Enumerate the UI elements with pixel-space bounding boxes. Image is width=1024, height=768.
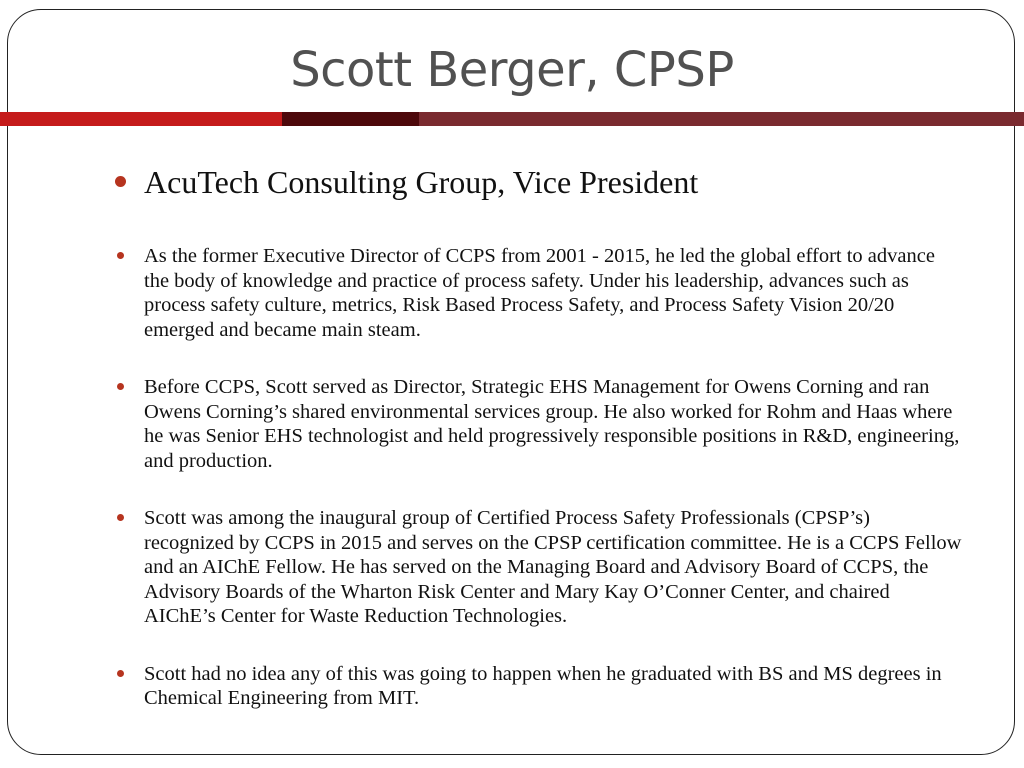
bullet-list (114, 162, 964, 711)
bar-segment-maroon (419, 112, 1024, 126)
bullet-item-headline (114, 162, 964, 202)
bullet-dot-icon (117, 670, 124, 677)
bullet-dot-icon (115, 176, 126, 187)
bullet-text: As the former Executive Director of CCPS from 2001 - 2015, he led the global effort to advance the body of knowledge and practice of process safety. Under his leadership, advances such as process safety culture, metrics, Risk Based Process Safety, and Process Safety Vision 20/20 emerged and became main steam. (144, 245, 935, 341)
bar-segment-red (0, 112, 282, 126)
title-underline-bar (0, 112, 1024, 126)
bullet-dot-icon (117, 252, 124, 259)
bullet-text: AcuTech Consulting Group, Vice President (144, 164, 699, 200)
slide-title: Scott Berger, CPSP (290, 42, 734, 98)
bullet-text: Scott had no idea any of this was going to happen when he graduated with BS and MS degrees in Chemical Engineering from MIT. (144, 662, 942, 709)
bullet-text: Before CCPS, Scott served as Director, Strategic EHS Management for Owens Corning and ran Owens Corning’s shared environmental services group. He also worked for Rohm and Haas where he was Senior EHS technologist and held progressively responsible positions in R&D, engineering, and production. (144, 376, 960, 472)
slide-body (114, 162, 964, 744)
bullet-dot-icon (117, 383, 124, 390)
bar-segment-dark (282, 112, 419, 126)
bullet-item-cpsp (114, 506, 964, 629)
bullet-text: Scott was among the inaugural group of Certified Process Safety Professionals (CPSP’s) recognized by CCPS in 2015 and serves on the CPSP certification committee. He is a CCPS Fellow and an AIChE Fellow. He has served on the Managing Board and Advisory Board of CCPS, the Advisory Boards of the Wharton Risk Center and Mary Kay O’Conner Center, and chaired AIChE’s Center for Waste Reduction Technologies. (144, 507, 962, 627)
bullet-item-before-ccps (114, 375, 964, 473)
bullet-item-education (114, 662, 964, 711)
bullet-dot-icon (117, 514, 124, 521)
bullet-item-ccps-director (114, 244, 964, 342)
